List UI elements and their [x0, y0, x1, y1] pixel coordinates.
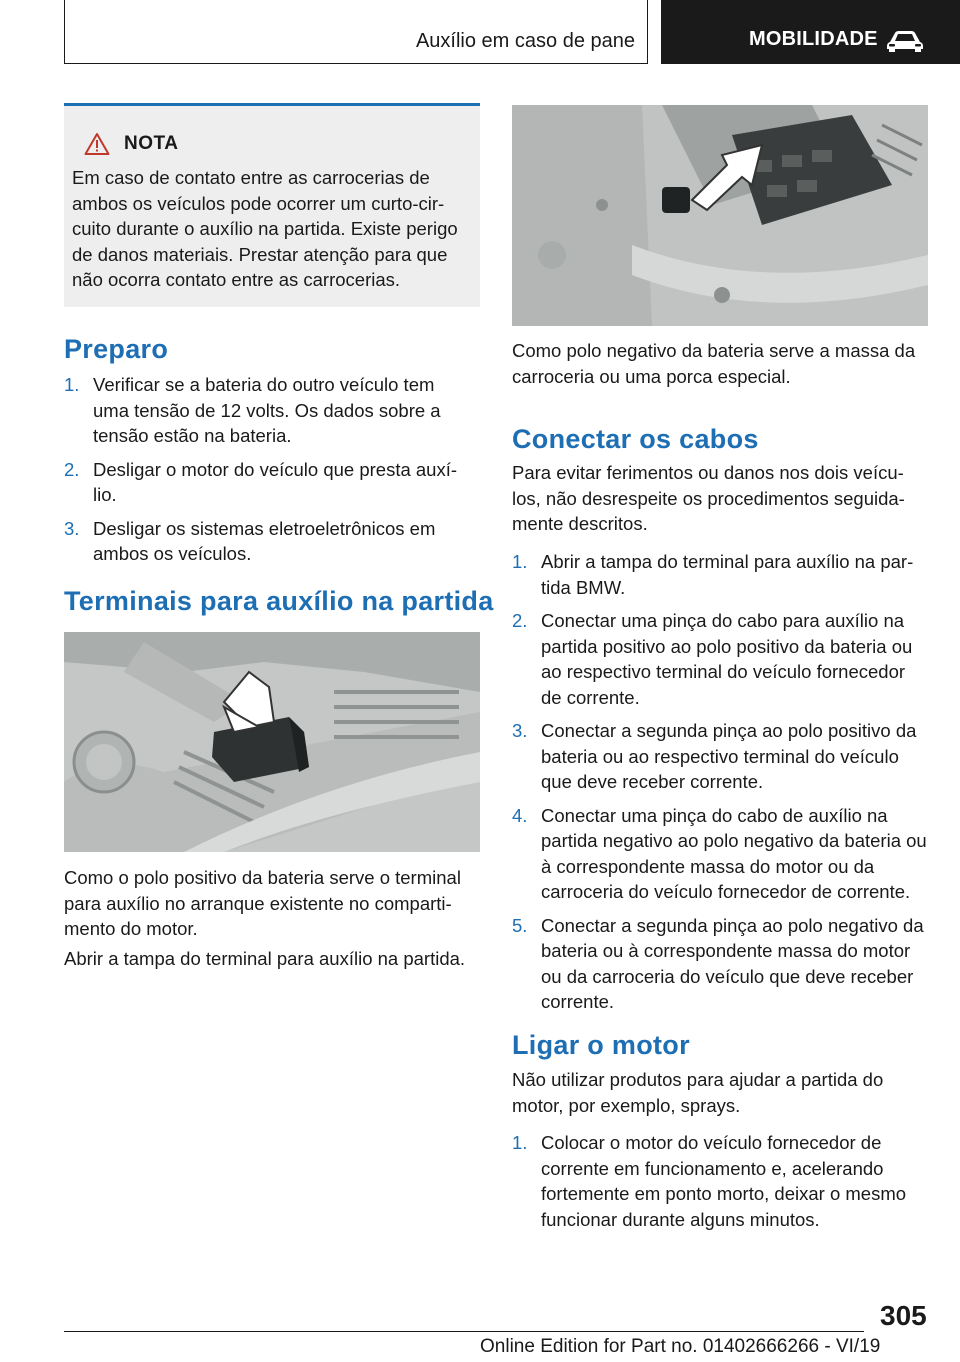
warning-note: [64, 103, 480, 307]
list-number: 1.: [64, 374, 80, 395]
list-item: [64, 372, 474, 449]
ligar-intro: Não utilizar produtos para ajudar a partida do motor, por exemplo, sprays.: [512, 1069, 884, 1116]
engine-bay-negative-terminal-photo: [512, 105, 928, 326]
negative-terminal-paragraph: Como polo negativo da bateria serve a massa da carroceria ou uma porca especial.: [512, 340, 916, 387]
conectar-list: [512, 549, 928, 1023]
note-title: NOTA: [124, 133, 179, 154]
edition-info: Online Edition for Part no. 01402666266 - VI/19: [480, 1336, 881, 1357]
list-number: 3.: [512, 720, 528, 741]
list-item: [512, 1130, 928, 1232]
list-number: 3.: [64, 517, 80, 539]
list-item: [512, 608, 928, 710]
list-item: [512, 718, 928, 795]
list-text: Conectar uma pinça do cabo de auxílio na partida negativo ao polo negativo da bateria ou à correspondente massa do motor ou da carroceria do veículo fornecedor de corrente.: [541, 804, 927, 902]
list-text: Conectar a segunda pinça ao polo negativo da bateria ou à correspondente massa do motor ou da carroceria do veículo que deve receber corrente.: [541, 914, 924, 1012]
preparo-list: [64, 372, 474, 575]
list-item: [64, 457, 474, 508]
list-item: [512, 803, 928, 905]
list-number: 5.: [512, 914, 528, 936]
list-text: Verificar se a bateria do outro veículo tem uma tensão de 12 volts. Os dados sobre a tensão estão na bateria.: [93, 374, 441, 446]
list-text: Desligar o motor do veículo que presta auxí-lio.: [93, 458, 458, 505]
chapter-tab: [661, 0, 960, 64]
list-number: 1.: [512, 551, 528, 572]
heading-conectar-cabos: Conectar os cabos: [512, 424, 759, 454]
list-text: Conectar uma pinça do cabo para auxílio na partida positivo ao polo positivo da bateria ou ao respectivo terminal do veículo fornecedor de corrente.: [541, 610, 913, 708]
heading-terminais: Terminais para auxílio na partida: [64, 586, 494, 616]
list-item: [512, 549, 928, 600]
list-item: [64, 516, 474, 567]
terminais-paragraph-2: Abrir a tampa do terminal para auxílio na partida.: [64, 948, 466, 969]
chapter-title: MOBILIDADE: [749, 28, 878, 50]
list-item: [512, 913, 928, 1015]
footer-divider: [64, 1331, 864, 1332]
list-text: Abrir a tampa do terminal para auxílio na par-tida BMW.: [541, 551, 914, 598]
engine-bay-positive-terminal-photo: [64, 632, 480, 852]
section-title: Auxílio em caso de pane: [415, 30, 635, 52]
running-header: [64, 0, 648, 64]
car-icon: [886, 30, 924, 52]
list-text: Conectar a segunda pinça ao polo positivo da bateria ou ao respectivo terminal do veículo que deve receber corrente.: [541, 720, 917, 792]
list-text: Colocar o motor do veículo fornecedor de corrente em funcionamento e, acelerando fortemente em ponto morto, deixar o mesmo funcionar durante alguns minutos.: [541, 1132, 907, 1230]
note-body: Em caso de contato entre as carrocerias de ambos os veículos pode ocorrer um curto-cir-cuito durante o auxílio na partida. Existe perigo de danos materiais. Prestar atenção para que não ocorra contato entre as carrocerias.: [72, 167, 458, 290]
conectar-intro: Para evitar ferimentos ou danos nos dois veícu-los, não desrespeite os procedimentos seguida-mente descritos.: [512, 462, 905, 534]
ligar-list: [512, 1130, 928, 1240]
page-number: 305: [880, 1300, 927, 1331]
list-number: 1.: [512, 1132, 528, 1153]
list-text: Desligar os sistemas eletroeletrônicos em ambos os veículos.: [93, 517, 436, 564]
terminais-paragraph-1: Como o polo positivo da bateria serve o terminal para auxílio no arranque existente no comparti-mento do motor.: [64, 867, 461, 939]
list-number: 2.: [512, 610, 528, 631]
list-number: 2.: [64, 458, 80, 480]
warning-triangle-icon: [84, 132, 110, 156]
heading-ligar-motor: Ligar o motor: [512, 1030, 690, 1060]
heading-preparo: Preparo: [64, 334, 169, 364]
list-number: 4.: [512, 804, 528, 826]
